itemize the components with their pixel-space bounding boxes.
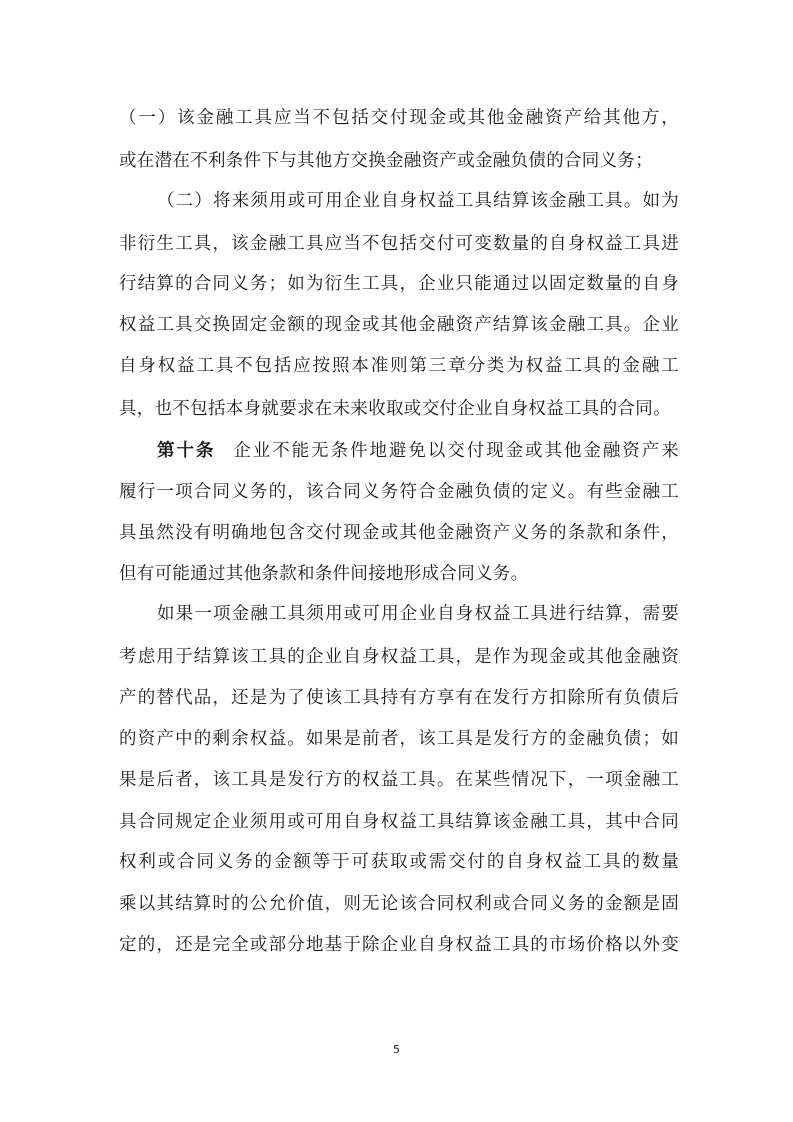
text-line: 非衍生工具，该金融工具应当不包括交付可变数量的自身权益工具进 bbox=[119, 234, 679, 254]
text-line: 的资产中的剩余权益。如果是前者，该工具是发行方的金融负债；如 bbox=[119, 729, 679, 749]
text-line: （一）该金融工具应当不包括交付现金或其他金融资产给其他方， bbox=[119, 108, 679, 128]
text-line: 履行一项合同义务的，该合同义务符合金融负债的定义。有些金融工 bbox=[119, 482, 679, 502]
text-line: 行结算的合同义务；如为衍生工具，企业只能通过以固定数量的自身 bbox=[119, 274, 679, 294]
article-first-line bbox=[157, 435, 679, 467]
text-line: 果是后者，该工具是发行方的权益工具。在某些情况下，一项金融工 bbox=[119, 770, 679, 790]
text-line: （二）将来须用或可用企业自身权益工具结算该金融工具。如为 bbox=[157, 191, 679, 211]
text-line: 具合同规定企业须用或可用自身权益工具结算该金融工具，其中合同 bbox=[119, 812, 679, 832]
text-line: 如果一项金融工具须用或可用企业自身权益工具进行结算，需要 bbox=[157, 604, 679, 624]
page-number: 5 bbox=[393, 1043, 400, 1056]
text-line: 但有可能通过其他条款和条件间接地形成合同义务。 bbox=[119, 564, 529, 584]
text-line: 权益工具交换固定金额的现金或其他金融资产结算该金融工具。企业 bbox=[119, 315, 679, 335]
text-line: 定的，还是完全或部分地基于除企业自身权益工具的市场价格以外变 bbox=[119, 935, 679, 955]
text-line: 或在潜在不利条件下与其他方交换金融资产或金融负债的合同义务； bbox=[119, 151, 653, 171]
text-line: 具虽然没有明确地包含交付现金或其他金融资产义务的条款和条件， bbox=[119, 523, 679, 543]
text-line: 考虑用于结算该工具的企业自身权益工具，是作为现金或其他金融资 bbox=[119, 647, 679, 667]
text-line: 乘以其结算时的公允价值，则无论该合同权利或合同义务的金额是固 bbox=[119, 894, 679, 914]
text-line: 自身权益工具不包括应按照本准则第三章分类为权益工具的金融工 bbox=[119, 356, 679, 376]
text-line: 具，也不包括本身就要求在未来收取或交付企业自身权益工具的合同。 bbox=[119, 399, 671, 419]
article-heading: 第十条 bbox=[157, 441, 216, 461]
article-text: 企业不能无条件地避免以交付现金或其他金融资产来 bbox=[233, 441, 679, 461]
text-line: 产的替代品，还是为了使该工具持有方享有在发行方扣除所有负债后 bbox=[119, 688, 679, 708]
text-line: 权利或合同义务的金额等于可获取或需交付的自身权益工具的数量 bbox=[119, 852, 679, 872]
